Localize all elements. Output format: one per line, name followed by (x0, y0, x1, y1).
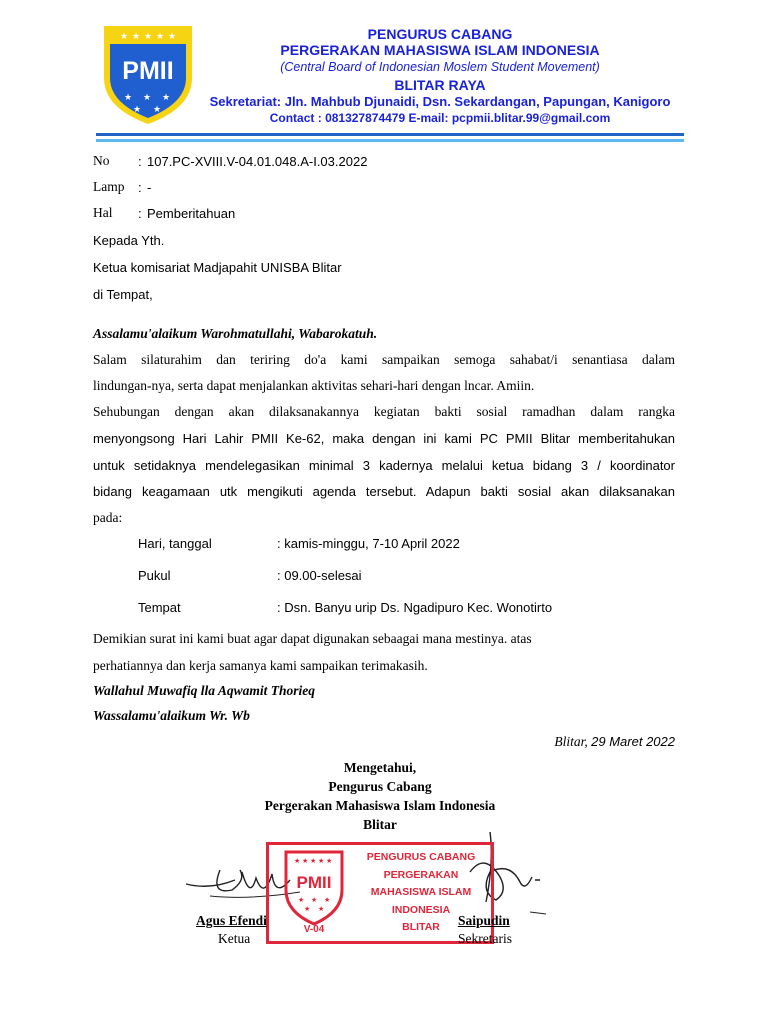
svg-text:★: ★ (168, 32, 177, 42)
detail-value-place: : Dsn. Banyu urip Ds. Ngadipuro Kec. Wonotirto (277, 600, 553, 615)
closing-salam: Wassalamu'alaikum Wr. Wb (93, 708, 250, 723)
meta-no-colon: : (138, 154, 142, 169)
letter-date (554, 734, 675, 750)
signoff-line-4: Blitar (363, 817, 397, 832)
svg-text:★: ★ (311, 896, 318, 904)
letterhead-line-1: PENGURUS CABANG (367, 26, 513, 42)
signoff-line-1: Mengetahui, (343, 760, 417, 775)
svg-text:★: ★ (132, 32, 141, 42)
meta-no-label: No (93, 153, 110, 168)
stamp-line-4: INDONESIA (391, 904, 451, 916)
stamp-code: V-04 (303, 924, 325, 935)
svg-text:★: ★ (298, 896, 305, 904)
svg-text:★: ★ (318, 857, 325, 865)
svg-text:PMII: PMII (296, 873, 332, 892)
date-value: 29 Maret 2022 (591, 734, 675, 749)
meta-lamp-value: - (147, 180, 152, 195)
meta-hal-label: Hal (93, 205, 113, 220)
svg-text:PMII: PMII (122, 57, 174, 85)
pmii-logo (98, 20, 198, 128)
svg-text:★: ★ (143, 93, 152, 103)
signer-left-role: Ketua (218, 931, 251, 946)
letterhead-address: Sekretariat: Jln. Mahbub Djunaidi, Dsn. Sekardangan, Papungan, Kanigoro (209, 94, 671, 109)
letterhead-divider (96, 133, 684, 136)
svg-text:★: ★ (294, 857, 301, 865)
svg-text:★: ★ (310, 857, 317, 865)
closing-line-1: Demikian surat ini kami buat agar dapat digunakan sebaagai mana mestinya. atas (93, 631, 532, 646)
svg-text:★: ★ (302, 857, 309, 865)
svg-text:★: ★ (124, 93, 133, 103)
stamp-logo (282, 848, 346, 926)
paragraph-2-line-4: bidang keagamaan utk mengikuti agenda tersebut. Adapun bakti sosial akan dilaksanakan (93, 484, 675, 499)
meta-lamp-colon: : (138, 180, 142, 195)
detail-label-time: Pukul (138, 568, 171, 583)
paragraph-2-line-3: untuk setidaknya mendelegasikan minimal 3 kadernya melalui ketua bidang 3 / koordinator (93, 458, 675, 473)
detail-value-date: : kamis-minggu, 7-10 April 2022 (277, 536, 460, 551)
signer-right-role: Sekretaris (458, 931, 512, 946)
stamp-line-2: PERGERAKAN (383, 869, 459, 881)
paragraph-1-line-1: Salam silaturahim dan teriring do'a kami sampaikan semoga sahabat/i senantiasa dalam (93, 352, 675, 367)
closing-line-2: perhatiannya dan kerja samanya kami sampaikan terimakasih. (93, 658, 428, 673)
meta-hal-colon: : (138, 206, 142, 221)
svg-text:★: ★ (156, 32, 165, 42)
detail-label-date: Hari, tanggal (138, 536, 212, 551)
meta-no-value: 107.PC-XVIII.V-04.01.048.A-I.03.2022 (147, 154, 368, 169)
signoff-line-2: Pengurus Cabang (328, 779, 432, 794)
paragraph-2-line-5: pada: (93, 510, 123, 525)
stamp-line-1: PENGURUS CABANG (366, 851, 476, 863)
date-place: Blitar, (554, 734, 588, 749)
svg-text:★: ★ (153, 105, 162, 115)
detail-value-time: : 09.00-selesai (277, 568, 362, 583)
meta-lamp-label: Lamp (93, 179, 125, 194)
detail-label-place: Tempat (138, 600, 181, 615)
svg-text:★: ★ (326, 857, 333, 865)
letterhead-line-2: PERGERAKAN MAHASISWA ISLAM INDONESIA (280, 42, 600, 58)
svg-text:★: ★ (133, 105, 142, 115)
greeting: Assalamu'alaikum Warohmatullahi, Wabarokatuh. (93, 326, 378, 341)
signer-right-name: Saipudin (458, 913, 510, 928)
svg-text:★: ★ (304, 905, 311, 913)
letterhead-contact: Contact : 081327874479 E-mail: pcpmii.blitar.99@gmail.com (269, 111, 611, 125)
paragraph-1-line-2: lindungan-nya, serta dapat menjalankan aktivitas sehari-hari dengan lncar. Amiin. (93, 378, 535, 393)
motto: Wallahul Muwafiq lla Aqwamit Thorieq (93, 683, 316, 698)
signoff-line-3: Pergerakan Mahasiswa Islam Indonesia (264, 798, 496, 813)
svg-text:★: ★ (324, 896, 331, 904)
recipient-line-3: di Tempat, (93, 287, 153, 302)
svg-text:★: ★ (120, 32, 129, 42)
paragraph-2-line-2: menyongsong Hari Lahir PMII Ke-62, maka dengan ini kami PC PMII Blitar memberitahukan (93, 431, 675, 446)
svg-text:★: ★ (162, 93, 171, 103)
svg-text:★: ★ (318, 905, 325, 913)
svg-text:★: ★ (144, 32, 153, 42)
letterhead-line-3: (Central Board of Indonesian Moslem Student Movement) (280, 60, 600, 74)
stamp-line-5: BLITAR (402, 921, 440, 933)
paragraph-2-line-1: Sehubungan dengan akan dilaksanakannya kegiatan bakti sosial ramadhan dalam rangka (93, 404, 675, 419)
letterhead-line-4: BLITAR RAYA (394, 77, 486, 93)
recipient-line-2: Ketua komisariat Madjapahit UNISBA Blitar (93, 260, 342, 275)
meta-hal-value: Pemberitahuan (147, 206, 236, 221)
stamp-line-3: MAHASISWA ISLAM (370, 886, 472, 898)
letterhead-divider-light (96, 139, 684, 142)
recipient-line-1: Kepada Yth. (93, 233, 165, 248)
signer-left-name: Agus Efendi (196, 913, 267, 928)
